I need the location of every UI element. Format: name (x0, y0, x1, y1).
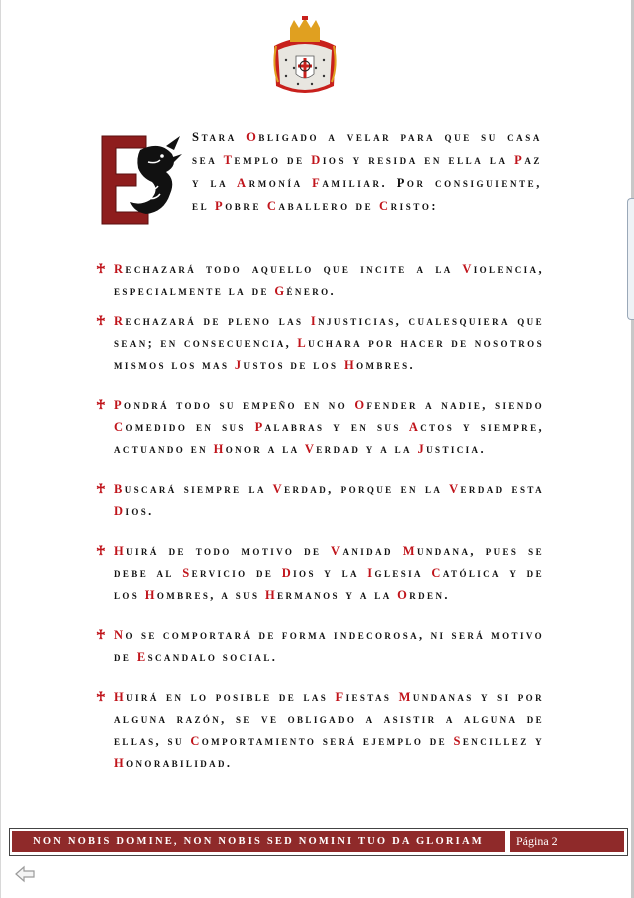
dragon-dropcap-icon (100, 132, 182, 228)
red-initial: J (417, 442, 427, 456)
red-initial: C (266, 199, 279, 213)
text-run: ombres, a sus (156, 588, 265, 602)
red-initial: P (254, 420, 265, 434)
text-run: rden. (409, 588, 450, 602)
red-initial: A (408, 420, 421, 434)
text-run: ermanos y a la (277, 588, 398, 602)
precepts-list (96, 258, 544, 774)
text-run: alabras y en sus (264, 420, 409, 434)
red-initial: H (114, 756, 127, 770)
red-initial: M (402, 544, 417, 558)
text-run: usticia. (426, 442, 486, 456)
text-run: ios y la (293, 566, 368, 580)
red-initial: C (114, 420, 126, 434)
cross-bullet-icon: ♰ (96, 627, 109, 642)
red-initial: O (354, 398, 367, 412)
red-initial: I (310, 314, 319, 328)
red-initial: R (114, 314, 126, 328)
red-initial: O (397, 588, 410, 602)
precept-item (96, 624, 544, 668)
text-run: omedido en sus (125, 420, 255, 434)
text-run: aballero de (278, 199, 379, 213)
red-initial: D (114, 504, 126, 518)
precept-item (96, 258, 544, 302)
red-initial: J (234, 358, 244, 372)
red-initial: D (281, 566, 294, 580)
red-initial: C (378, 199, 391, 213)
cross-bullet-icon: ♰ (96, 543, 109, 558)
text-run: az y la (192, 153, 543, 190)
text-run: onorabilidad. (126, 756, 233, 770)
precept-item (96, 686, 544, 774)
red-initial: V (449, 482, 461, 496)
text-run: S (192, 130, 202, 144)
side-scroll-tab[interactable] (627, 198, 634, 320)
page-number: Página 2 (510, 831, 624, 852)
text-run: encillez y (462, 734, 544, 748)
text-run: o se comportará de forma indecorosa, ni será motivo de (114, 628, 544, 664)
text-run: undanas y si por alguna razón, se ve obligado a asistir a alguna de ellas, su (114, 690, 544, 748)
text-run: ctos y siempre, actuando en (114, 420, 545, 456)
red-initial: V (331, 544, 343, 558)
page-left-edge (0, 0, 1, 898)
text-run: ios y resida en ella la (322, 153, 515, 167)
precept-item (96, 540, 544, 606)
text-run: iestas (345, 690, 399, 704)
intro-paragraph (192, 126, 542, 218)
text-run: uscará siempre la (124, 482, 273, 496)
text-run: ombres. (356, 358, 416, 372)
cross-bullet-icon: ♰ (96, 261, 109, 276)
precept-item (96, 478, 544, 522)
text-run: anidad (342, 544, 403, 558)
text-run: bligado a velar para que su casa sea (192, 130, 542, 167)
text-run: amiliar. Por consiguiente, el (192, 176, 542, 213)
red-initial: H (343, 358, 357, 372)
red-initial: H (264, 588, 278, 602)
back-arrow-icon[interactable] (14, 864, 36, 884)
footer-motto: NON NOBIS DOMINE, NON NOBIS SED NOMINI TUO DA GLORIAM (12, 831, 505, 852)
text-run: rmonía (248, 176, 313, 190)
red-initial: S (182, 566, 192, 580)
red-initial: V (304, 442, 317, 456)
text-run: énero. (286, 284, 337, 298)
red-initial: R (114, 262, 126, 276)
red-initial: H (114, 690, 127, 704)
text-run: ios. (125, 504, 154, 518)
text-run: emplo de (234, 153, 312, 167)
red-initial: O (246, 130, 259, 144)
text-run: uchara por hacer de nosotros mismos los mas (114, 336, 544, 372)
red-initial: H (114, 544, 127, 558)
red-initial: C (431, 566, 443, 580)
text-run: erdad, porque en la (284, 482, 450, 496)
text-run: ustos de los (243, 358, 344, 372)
text-run: obre (225, 199, 267, 213)
text-run: fender a nadie, siendo (366, 398, 544, 412)
red-initial: M (398, 690, 413, 704)
text-run: onor a la (225, 442, 305, 456)
text-run: echazará todo aquello que incite a la (125, 262, 463, 276)
text-run: scandalo social. (147, 650, 278, 664)
red-initial: P (114, 398, 125, 412)
precept-item (96, 310, 544, 376)
text-run: uirá en lo posible de las (126, 690, 336, 704)
text-run: omportamiento será ejemplo de (201, 734, 454, 748)
cross-bullet-icon: ♰ (96, 481, 109, 496)
text-run: undana, pues se debe al (114, 544, 544, 580)
precept-item (96, 394, 544, 460)
red-initial: H (144, 588, 157, 602)
red-initial: E (136, 650, 148, 664)
red-initial: L (297, 336, 309, 350)
text-run: echazará de pleno las (125, 314, 311, 328)
red-initial: F (312, 176, 323, 190)
red-initial: A (236, 176, 249, 190)
red-initial: H (213, 442, 226, 456)
red-initial: B (114, 482, 125, 496)
text-run: iolencia, especialmente la de (114, 262, 544, 298)
red-initial: C (190, 734, 202, 748)
text-run: glesia (374, 566, 432, 580)
text-run: risto: (390, 199, 439, 213)
red-initial: T (223, 153, 235, 167)
cross-bullet-icon: ♰ (96, 313, 109, 328)
text-run: uirá de todo motivo de (126, 544, 332, 558)
coat-of-arms-icon (268, 16, 342, 100)
red-initial: I (367, 566, 375, 580)
red-initial: G (274, 284, 287, 298)
text-run: ondrá todo su empeño en no (124, 398, 355, 412)
text-run: erdad esta (460, 482, 544, 496)
text-run: njusticias, cualesquiera que sean; en consecuencia, (114, 314, 544, 350)
red-initial: F (335, 690, 346, 704)
text-run: ervicio de (191, 566, 282, 580)
text-run: atólica y de los (114, 566, 544, 602)
text-run: tara (201, 130, 247, 144)
cross-bullet-icon: ♰ (96, 689, 109, 704)
red-initial: N (114, 628, 126, 642)
text-run: erdad y a la (316, 442, 418, 456)
red-initial: V (462, 262, 474, 276)
red-initial: P (214, 199, 226, 213)
red-initial: P (514, 153, 525, 167)
red-initial: V (272, 482, 285, 496)
red-initial: D (311, 153, 323, 167)
cross-bullet-icon: ♰ (96, 397, 109, 412)
red-initial: S (453, 734, 463, 748)
